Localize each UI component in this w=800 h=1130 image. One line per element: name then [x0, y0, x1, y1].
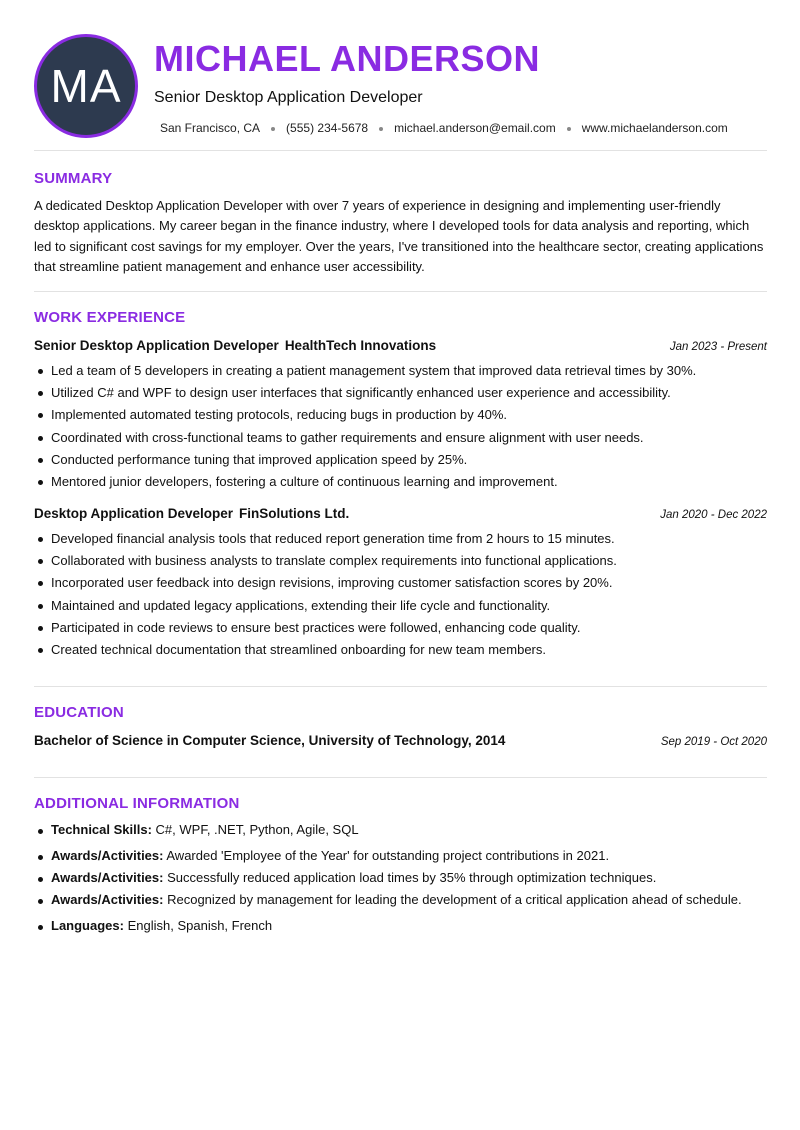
additional-list: [34, 822, 767, 940]
list-item: [34, 870, 767, 892]
job-dates: Jan 2023 - Present: [669, 341, 767, 353]
education-heading: EDUCATION: [34, 704, 124, 721]
job-company: HealthTech Innovations: [284, 338, 437, 353]
list-item: Conducted performance tuning that improved application speed by 25%.: [34, 449, 767, 471]
contact-location: San Francisco, CA: [160, 121, 261, 135]
list-item: Maintained and updated legacy applications, extending their life cycle and functionality.: [34, 595, 767, 617]
contact-website[interactable]: www.michaelanderson.com: [581, 121, 728, 135]
list-item: Developed financial analysis tools that reduced report generation time from 2 hours to 15 minutes.: [34, 528, 767, 550]
contact-phone: (555) 234-5678: [286, 121, 369, 135]
education-degree: Bachelor of Science in Computer Science, University of Technology, 2014: [34, 733, 506, 748]
list-item: Implemented automated testing protocols, reducing bugs in production by 40%.: [34, 404, 767, 426]
candidate-name: MICHAEL ANDERSON: [154, 38, 541, 79]
job-bullets: [34, 360, 767, 493]
avatar: [34, 34, 138, 138]
contact-email[interactable]: michael.anderson@email.com: [394, 121, 556, 135]
item-value: Successfully reduced application load times by 35% through optimization techniques.: [167, 870, 657, 885]
item-label: Technical Skills:: [51, 822, 152, 837]
list-item: Utilized C# and WPF to design user interfaces that significantly enhanced user experience and accessibility.: [34, 382, 767, 404]
item-value: English, Spanish, French: [127, 918, 273, 933]
list-item: [34, 848, 767, 870]
separator-dot: [271, 127, 275, 131]
item-label: Awards/Activities:: [51, 892, 164, 907]
list-item: Led a team of 5 developers in creating a patient management system that improved data retrieval times by 30%.: [34, 360, 767, 382]
item-value: Recognized by management for leading the development of a critical application ahead of schedule.: [167, 892, 742, 907]
education-row: [34, 733, 767, 748]
divider: [34, 686, 767, 687]
job-header: [34, 338, 767, 353]
job-dates: Jan 2020 - Dec 2022: [660, 509, 767, 521]
list-item: [34, 892, 767, 918]
divider: [34, 150, 767, 151]
job-header: [34, 506, 767, 521]
additional-heading: ADDITIONAL INFORMATION: [34, 795, 240, 812]
job-bullets: [34, 528, 767, 661]
list-item: [34, 918, 767, 940]
contact-bar: [160, 121, 728, 135]
experience-heading: WORK EXPERIENCE: [34, 309, 186, 326]
job-title: Senior Desktop Application Developer: [154, 89, 423, 106]
list-item: Participated in code reviews to ensure best practices were followed, enhancing code quality.: [34, 617, 767, 639]
list-item: Incorporated user feedback into design revisions, improving customer satisfaction scores by 20%.: [34, 572, 767, 594]
education-dates: Sep 2019 - Oct 2020: [660, 736, 767, 748]
list-item: Created technical documentation that streamlined onboarding for new team members.: [34, 639, 767, 661]
avatar-initials: MA: [50, 60, 122, 112]
list-item: Coordinated with cross-functional teams to gather requirements and ensure alignment with user needs.: [34, 427, 767, 449]
summary-heading: SUMMARY: [34, 170, 113, 187]
item-value: C#, WPF, .NET, Python, Agile, SQL: [155, 822, 359, 837]
divider: [34, 777, 767, 778]
item-label: Awards/Activities:: [51, 848, 164, 863]
summary-text: A dedicated Desktop Application Developer with over 7 years of experience in designing and implementing user-friendly desktop applications. My career began in the finance industry, where I developed tools for data analysis and reporting, which led to significant cost savings for my employer. Over the years, I've transitioned into the healthcare sector, creating applications that streamline patient management and enhance user accessibility.: [34, 198, 764, 274]
item-label: Awards/Activities:: [51, 870, 164, 885]
item-value: Awarded 'Employee of the Year' for outstanding project contributions in 2021.: [166, 848, 610, 863]
list-item: Mentored junior developers, fostering a culture of continuous learning and improvement.: [34, 471, 767, 493]
job-role: Senior Desktop Application Developer: [34, 338, 279, 353]
separator-dot: [379, 127, 383, 131]
item-label: Languages:: [51, 918, 124, 933]
list-item: Collaborated with business analysts to translate complex requirements into functional applications.: [34, 550, 767, 572]
job-role: Desktop Application Developer: [34, 506, 234, 521]
job-company: FinSolutions Ltd.: [239, 506, 350, 521]
separator-dot: [567, 127, 571, 131]
divider: [34, 291, 767, 292]
list-item: [34, 822, 767, 848]
